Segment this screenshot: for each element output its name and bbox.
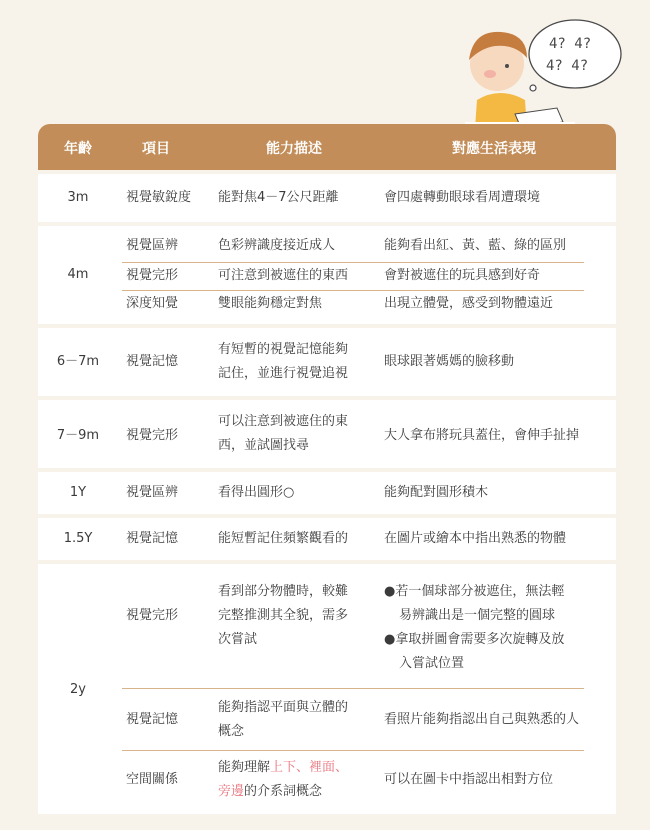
- desc-cell: 色彩辨識度接近成人: [218, 238, 336, 253]
- item-cell: 視覺敏銳度: [126, 190, 192, 205]
- desc-cell-line1: [218, 756, 370, 780]
- life-cell: 能夠看出紅、黃、藍、綠的區別: [384, 238, 567, 253]
- desc-cell-line2: 概念: [218, 724, 245, 739]
- table-row: [38, 226, 616, 324]
- item-cell: 視覺完形: [126, 268, 179, 283]
- row-divider: [122, 290, 584, 291]
- row-divider: [122, 750, 584, 751]
- item-cell: 視覺完形: [126, 428, 179, 443]
- life-cell: 在圖片或繪本中指出熟悉的物體: [384, 531, 567, 546]
- age-cell: 7－9m: [56, 428, 100, 443]
- item-cell: 視覺記憶: [126, 354, 179, 369]
- desc-cell: 可注意到被遮住的東西: [218, 268, 349, 283]
- desc-cell-line2: 完整推測其全貌，需多: [218, 608, 349, 623]
- life-cell: 看照片能夠指認出自己與熟悉的人: [384, 712, 580, 727]
- item-cell: 視覺區辨: [126, 485, 179, 500]
- item-cell: 深度知覺: [126, 296, 179, 311]
- desc-cell-line1: 看到部分物體時，較難: [218, 584, 349, 599]
- header-ability: 能力描述: [266, 141, 322, 157]
- desc-cell-line2: [218, 780, 370, 804]
- table-row: [38, 564, 616, 814]
- table-row: [38, 472, 616, 514]
- highlight-text: 旁邊: [218, 784, 245, 799]
- life-cell: 大人拿布將玩具蓋住，會伸手扯掉: [384, 428, 580, 443]
- header-item: 項目: [142, 141, 170, 157]
- age-cell: 1Y: [69, 485, 87, 500]
- age-cell: 4m: [67, 267, 89, 282]
- desc-cell: 雙眼能夠穩定對焦: [218, 296, 323, 311]
- desc-cell: 看得出圓形○: [218, 485, 295, 500]
- desc-text: 能夠理解: [218, 760, 271, 775]
- life-cell: 眼球跟著媽媽的臉移動: [384, 354, 515, 369]
- desc-cell-line2: 記住，並進行視覺追視: [218, 366, 349, 381]
- desc-cell-line2: 西，並試圖找尋: [218, 438, 310, 453]
- item-cell: 視覺完形: [126, 608, 179, 623]
- row-divider: [122, 688, 584, 689]
- vision-development-table: [38, 124, 616, 814]
- item-cell: 空間關係: [126, 772, 179, 787]
- item-cell: 視覺區辨: [126, 238, 179, 253]
- table-row: [38, 518, 616, 560]
- thought-bubble: [529, 20, 621, 88]
- age-cell: 2y: [70, 682, 86, 697]
- item-cell: 視覺記憶: [126, 712, 179, 727]
- header-life: 對應生活表現: [452, 141, 536, 157]
- desc-cell: 能短暫記住頻繁觀看的: [218, 531, 349, 546]
- life-cell: 出現立體覺，感受到物體遠近: [384, 296, 554, 311]
- life-bullet2-line1: ●拿取拼圖會需要多次旋轉及放: [384, 632, 565, 647]
- desc-cell-line1: 可以注意到被遮住的東: [218, 414, 349, 429]
- row-divider: [122, 262, 584, 263]
- life-cell: 會對被遮住的玩具感到好奇: [384, 268, 541, 283]
- bubble-text-line1: 4? 4?: [549, 36, 592, 52]
- table-row: [38, 400, 616, 468]
- age-cell: 6－7m: [56, 354, 100, 369]
- table-row: [38, 170, 616, 222]
- desc-cell-line1: 能夠指認平面與立體的: [218, 700, 349, 715]
- life-bullet1-line2: 易辨識出是一個完整的圓球: [399, 608, 556, 623]
- age-cell: 3m: [67, 190, 89, 205]
- life-cell: 會四處轉動眼球看周遭環境: [384, 190, 541, 205]
- life-cell: 能夠配對圓形積木: [384, 485, 489, 500]
- life-cell: 可以在圖卡中指認出相對方位: [384, 772, 554, 787]
- highlight-text: 上下、裡面、: [270, 760, 349, 775]
- life-bullet2-line2: 入嘗試位置: [399, 656, 465, 671]
- desc-cell-line1: 有短暫的視覺記憶能夠: [218, 342, 349, 357]
- table-header: [38, 124, 616, 170]
- header-age: 年齡: [64, 141, 92, 157]
- desc-text: 的介系詞概念: [244, 784, 323, 799]
- item-cell: 視覺記憶: [126, 531, 179, 546]
- child-thinking-illustration: [455, 10, 630, 128]
- age-cell: 1.5Y: [63, 531, 93, 546]
- bubble-text-line2: 4? 4?: [546, 58, 589, 74]
- desc-cell: 能對焦4－7公尺距離: [218, 190, 339, 205]
- desc-cell-line3: 次嘗試: [218, 632, 258, 647]
- table-row: [38, 328, 616, 396]
- life-bullet1-line1: ●若一個球部分被遮住，無法輕: [384, 584, 565, 599]
